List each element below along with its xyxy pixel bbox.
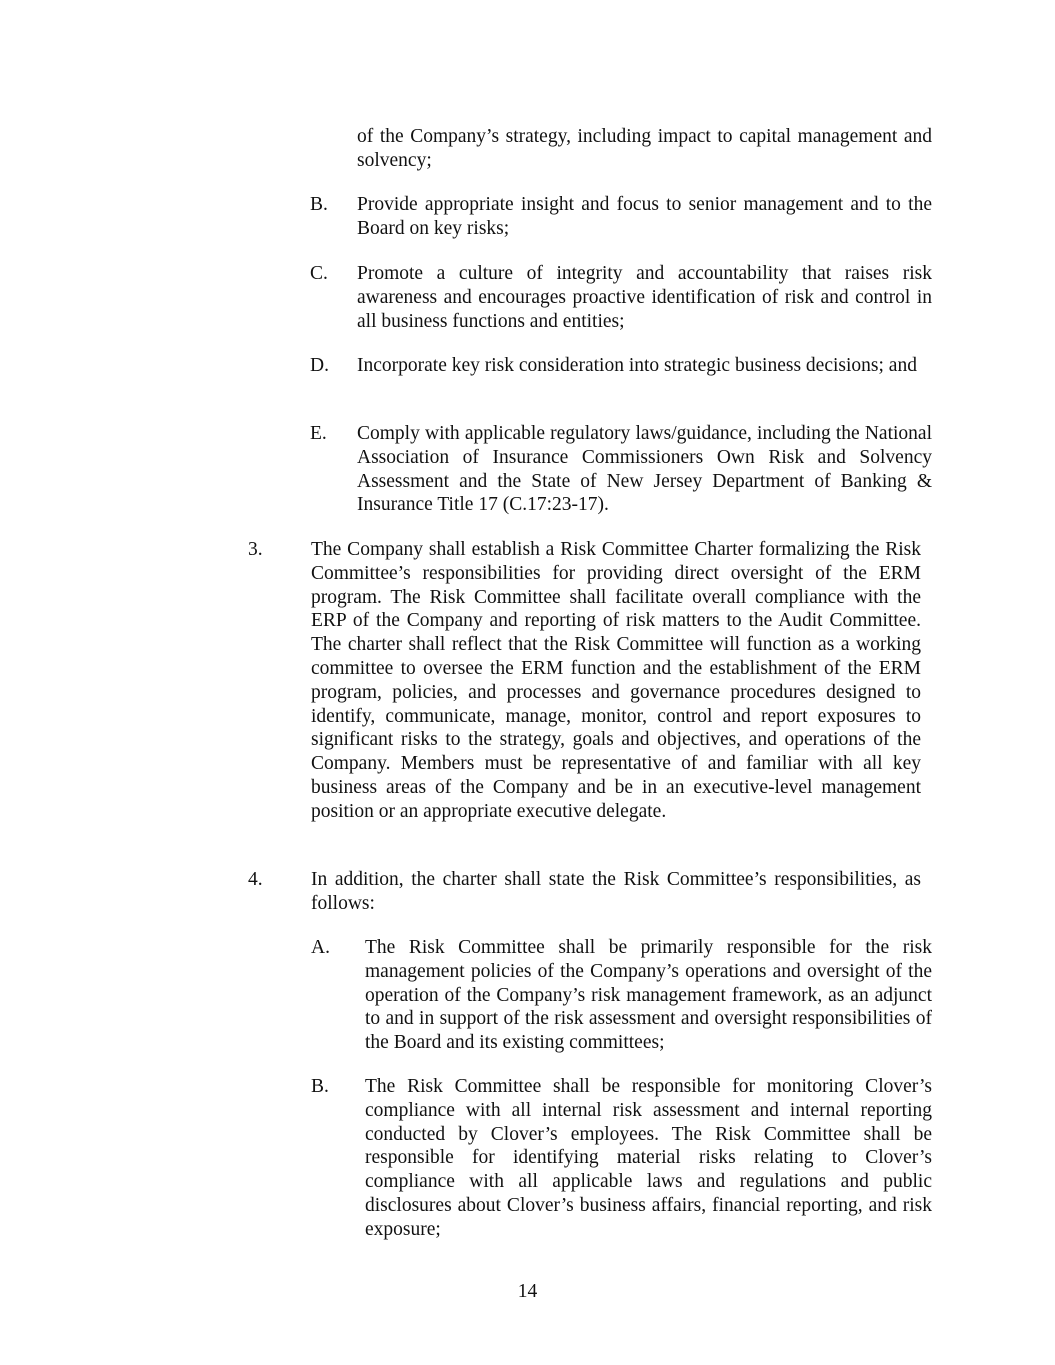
list-item-e-text: Comply with applicable regulatory laws/guidance, including the National Association of Insurance Commissioners Own Risk and Solvency Assessment and the State of New Jersey Department of Banking & Insurance Title 17 (C.17:23-17). — [357, 423, 932, 516]
list-item-d-text: Incorporate key risk consideration into strategic business decisions; and — [357, 355, 917, 376]
numbered-marker-3: 3. — [248, 539, 263, 560]
sub-list-marker-a: A. — [311, 937, 330, 958]
continuation-paragraph: of the Company’s strategy, including impact to capital management and solvency; — [357, 126, 932, 171]
sub-list-item-b-text: The Risk Committee shall be responsible for monitoring Clover’s compliance with all internal risk assessment and internal reporting conducted by Clover’s employees. The Risk Committee shall be responsible for identifying material risks relating to Clover’s compliance with all applicable laws and regulations and public disclosures about Clover’s business affairs, financial reporting, and risk exposure; — [365, 1076, 932, 1240]
list-marker-d: D. — [310, 355, 329, 376]
sub-list-item-a-text: The Risk Committee shall be primarily responsible for the risk management policies of the Company’s operations and oversight of the operation of the Company’s risk management framework, as an adjunct to and in support of the risk assessment and oversight responsibilities of the Board and its existing committees; — [365, 937, 932, 1054]
list-marker-e: E. — [310, 423, 327, 444]
page-number: 14 — [517, 1281, 538, 1302]
numbered-item-3-text: The Company shall establish a Risk Committee Charter formalizing the Risk Committee’s responsibilities for providing direct oversight of the ERM program. The Risk Committee shall facilitate overall compliance with the ERP of the Company and reporting of risk matters to the Audit Committee. The charter shall reflect that the Risk Committee will function as a working committee to oversee the ERM function and the establishment of the ERM program, policies, and processes and governance procedures designed to identify, communicate, manage, monitor, control and report exposures to significant risks to the strategy, goals and objectives, and operations of the Company. Members must be representative of and familiar with all key business areas of the Company and be in an executive-level management position or an appropriate executive delegate. — [311, 539, 921, 822]
list-item-b-text: Provide appropriate insight and focus to senior management and to the Board on key risks; — [357, 194, 932, 239]
list-item-c-text: Promote a culture of integrity and accountability that raises risk awareness and encourages proactive identification of risk and control in all business functions and entities; — [357, 263, 932, 332]
list-marker-b: B. — [310, 194, 328, 215]
sub-list-marker-b: B. — [311, 1076, 329, 1097]
numbered-marker-4: 4. — [248, 869, 263, 890]
numbered-item-4-text: In addition, the charter shall state the Risk Committee’s responsibilities, as follows: — [311, 869, 921, 914]
list-marker-c: C. — [310, 263, 328, 284]
